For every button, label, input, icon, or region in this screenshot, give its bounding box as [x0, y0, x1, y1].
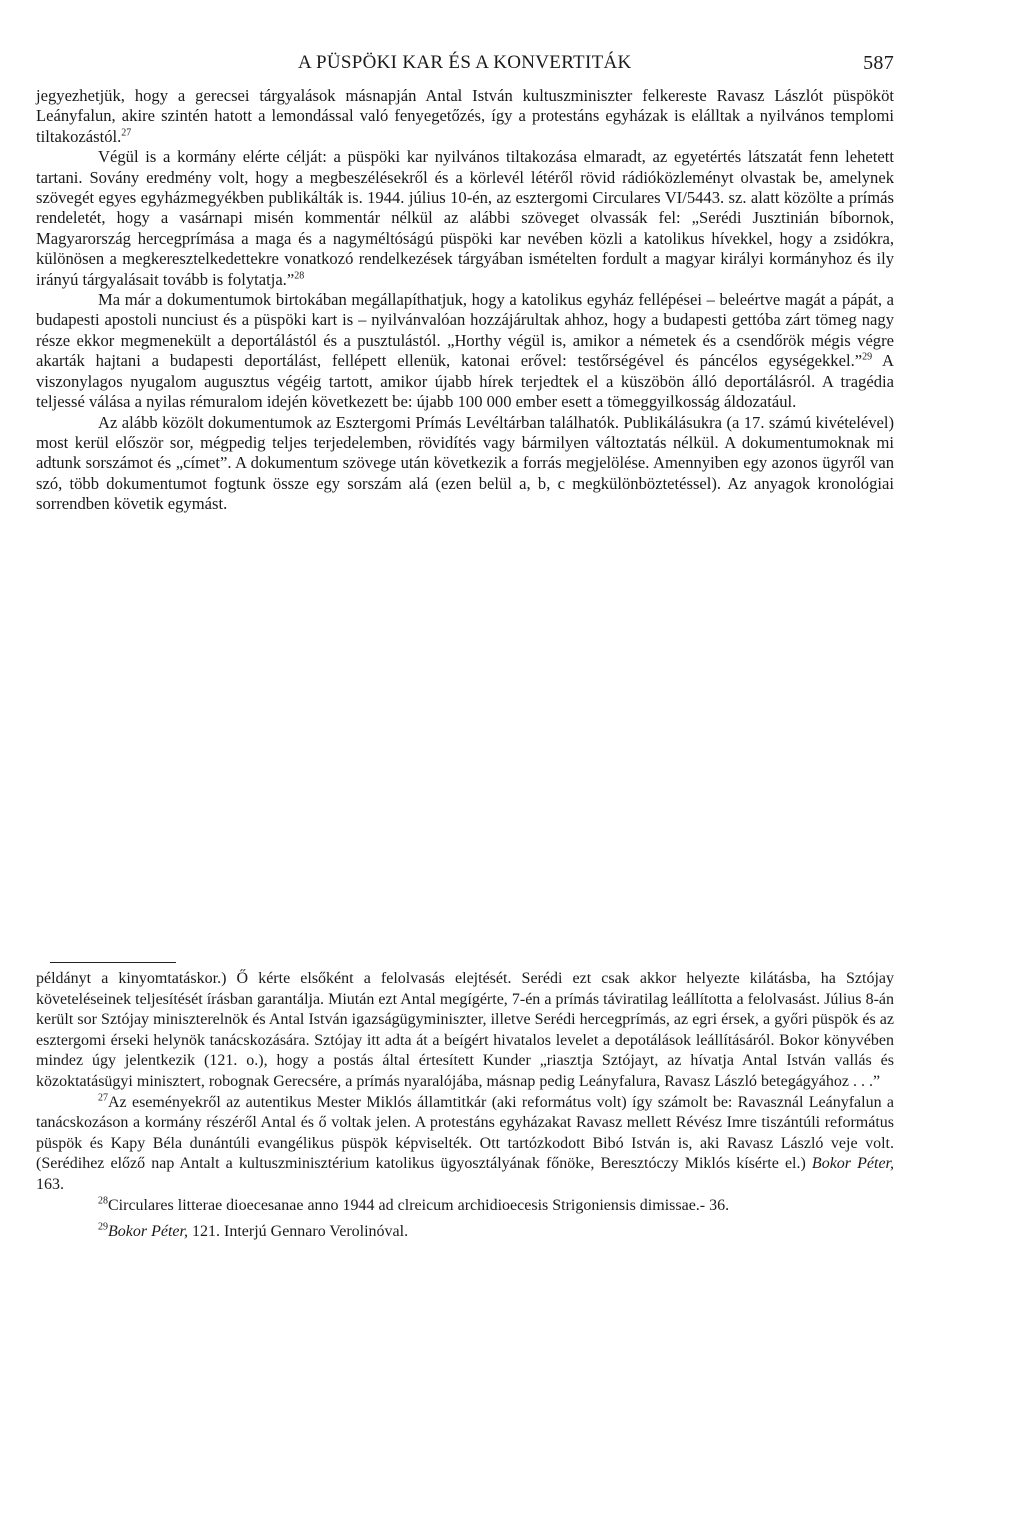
footnote-29	[36, 1222, 894, 1243]
running-title: A PÜSPÖKI KAR ÉS A KONVERTITÁK	[298, 52, 632, 73]
footnote-ref-29: 29	[862, 351, 873, 363]
footnote-29-author: Bokor Péter,	[108, 1223, 188, 1241]
paragraph-sources: Az alább közölt dokumentumok az Esztergomi Prímás Levéltárban találhatók. Publikálásukra (a 17. számú kivételével) most kerül először sor, mégpedig teljes terjedelemben, rövidítés vagy bármilyen változtatás nélkül. A dokumentumoknak mi adtunk sorszámot és „címet”. A dokumentum szövege után következik a forrás megjelölése. Amennyiben egy azonos ügyről van szó, több dokumentumot fogtunk össze egy sorszám alá (ezen belül a, b, c megkülönböztetéssel). Az anyagok kronológiai sorrendben követik egymást.	[36, 412, 894, 514]
paragraph-3	[36, 290, 894, 412]
footnote-ref-27: 27	[121, 127, 132, 139]
footnote-text	[36, 969, 894, 1243]
footnote-27-page: 163.	[36, 1175, 64, 1193]
footnote-rule	[50, 962, 176, 963]
footnotes	[36, 962, 894, 1243]
page	[36, 52, 894, 515]
footnote-27-number: 27	[98, 1092, 108, 1104]
paragraph-2-text: Végül is a kormány elérte célját: a püspöki kar nyilvános tiltakozása elmaradt, az egyetértés látszatát fenn lehetett tartani. Sovány eredmény volt, hogy a megbeszélésekről és a körlevél létéről rövid rádióközleményt olvastak be, amelynek szövegét egyes egyházmegyékben publikálták is. 1944. július 10-én, az esztergomi Circulares VI/5443. sz. alatt közölte a prímás rendeletét, hogy a vasárnapi misén kommentár nélkül az alábbi szöveget olvassák fel: „Serédi Jusztinián bíbornok, Magyarország hercegprímása a maga és a nagyméltóságú püspöki kar nevében közli a katolikus hívekkel, hogy a zsidókra, különösen a megkeresztelkedettekre vonatkozó rendelkezések tárgyában ismételten fordult a magyar királyi kormányhoz és ily irányú tárgyalásait tovább is folytatja.”	[36, 147, 894, 289]
footnote-27-author: Bokor Péter,	[811, 1155, 894, 1173]
paragraph-1	[36, 86, 894, 147]
footnote-ref-28: 28	[294, 270, 305, 282]
main-text	[36, 86, 894, 515]
footnote-27	[36, 1093, 894, 1196]
footnote-continuation: példányt a kinyomtatáskor.) Ő kérte elsőként a felolvasás elejtését. Serédi ezt csak akkor helyezte kilátásba, ha Sztójay követeléseinek teljesítését írásban garantálja. Miután ezt Antal megígérte, 7-én a prímás táviratilag leállította a felolvasást. Július 8-án került sor Sztójay miniszterelnök és Antal István igazságügyminiszter, illetve Serédi hercegprímás, az egri érsek, a győri püspök és az esztergomi érseki helynök tanácskozására. Sztójay itt adta át a beígért hivatalos levelet a depotálások leállításáról. Bokor könyvében mindez úgy jelentkezik (121. o.), hogy a postás által értesített Kunder „riasztja Sztójayt, az hívatja Antal István vallás és közoktatásügyi minisztert, robognak Gerecsére, a prímás nyaralójába, másnap pedig Leányfalura, Ravasz László betegágyához . . .”	[36, 970, 894, 1090]
footnote-28-number: 28	[98, 1195, 108, 1207]
paragraph-3-text-cont: A viszonylagos nyugalom augusztus végéig tartott, amikor újabb hírek terjedtek el a küszöbön álló deportálásról. A tragédia teljessé válása a nyilas rémuralom idején következett be: újabb 100 000 ember esett a tömeggyilkosság áldozatául.	[36, 351, 894, 412]
footnote-27-text: Az eseményekről az autentikus Mester Miklós államtitkár (aki református volt) így számolt be: Ravasznál Leányfalun a tanácskozáson a kormány részéről Antal és ő voltak jelen. A protestáns egyházakat Ravasz mellett Révész Imre tiszántúli református püspök és Kapy Béla dunántúli evangélikus püspök képviselték. Ott tartózkodott Bibó István is, aki Ravasz László veje volt. (Serédihez előző nap Antalt a kultuszminisztérium katolikus ügyosztályának főnöke, Beresztóczy Miklós kísérte el.)	[36, 1093, 894, 1173]
paragraph-1-text: jegyezhetjük, hogy a gerecsei tárgyalások másnapján Antal István kultuszminiszter felkereste Ravasz Lászlót püspököt Leányfalun, akire szintén hatott a lemondással való fenyegetőzés, így a protestáns egyházak is elálltak a nyilvános templomi tiltakozástól.	[36, 86, 894, 146]
footnote-29-number: 29	[98, 1221, 108, 1233]
paragraph-3-text: Ma már a dokumentumok birtokában megállapíthatjuk, hogy a katolikus egyház fellépései – beleértve magát a pápát, a budapesti apostoli nunciust és a püspöki kart is – nyilvánvalóan hozzájárultak ahhoz, hogy a budapesti gettóba zárt tömeg nagy része ekkor megmenekült a deportálástól és a pusztulástól. „Horthy végül is, amikor a németek és a csendőrök mégis végre akarták hajtani a budapesti deportálást, fellépett ellenük, katonai erővel: testőrségével és páncélos egységekkel.”	[36, 290, 894, 371]
page-header	[36, 52, 894, 86]
paragraph-2	[36, 147, 894, 290]
page-number: 587	[863, 52, 894, 74]
footnote-28	[36, 1196, 894, 1217]
footnote-29-text: 121. Interjú Gennaro Verolinóval.	[187, 1223, 409, 1241]
footnote-28-text: Circulares litterae dioecesanae anno 1944 ad clreicum archidioecesis Strigoniensis dimissae.- 36.	[108, 1196, 730, 1214]
